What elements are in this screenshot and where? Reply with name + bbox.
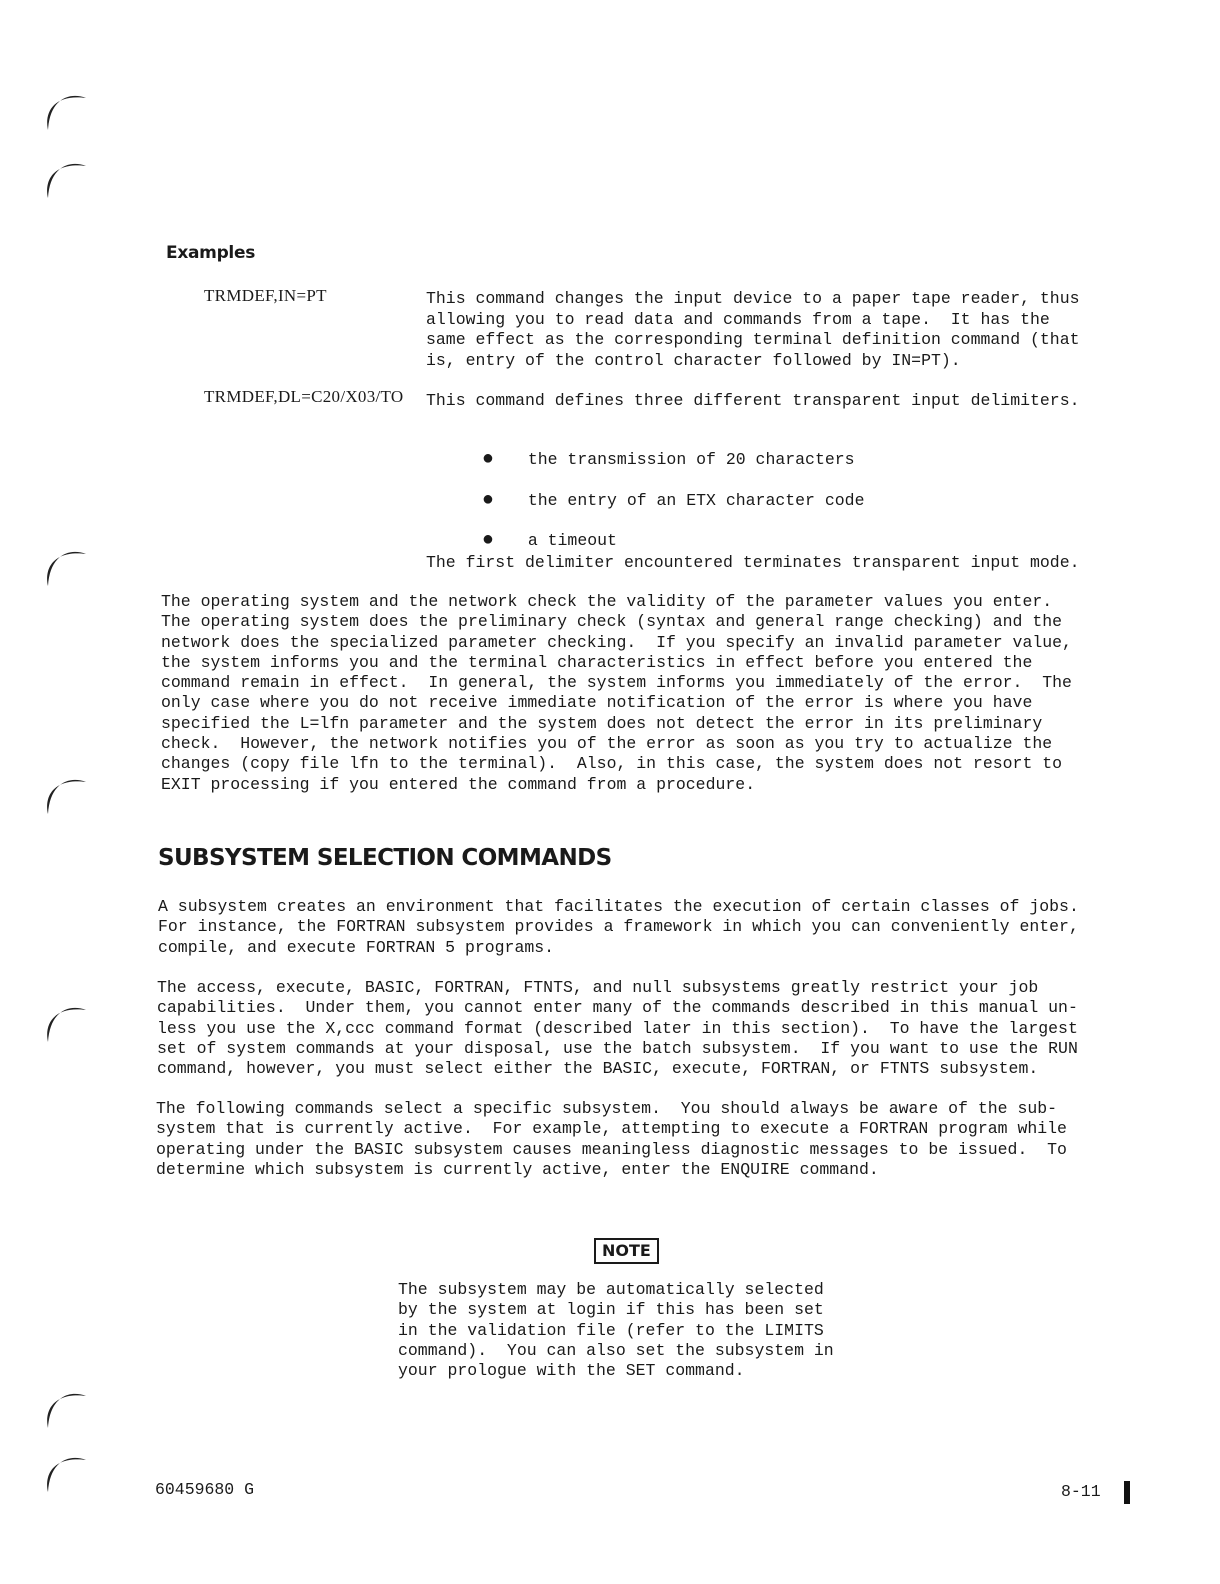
section-paragraph: The following commands select a specific subsystem. You should always be aware of the sub- system that is currently active. For example, attempting to execute a FORTRAN program while operating under the BASIC subsystem causes meaningless diagnostic messages to be issued. To determine which subsystem is currently active, enter the ENQUIRE command. <box>156 1099 1067 1179</box>
binder-hole-mark <box>40 1382 90 1432</box>
binder-hole-mark <box>40 996 90 1046</box>
bullet-item <box>462 472 864 510</box>
binder-hole-mark <box>40 152 90 202</box>
bullet-item <box>462 512 617 550</box>
bullet-icon: ● <box>481 529 494 552</box>
binder-hole-mark <box>40 84 90 134</box>
example-command: TRMDEF,IN=PT <box>204 286 327 305</box>
example-command: TRMDEF,DL=C20/X03/TO <box>204 387 404 406</box>
binder-hole-mark <box>40 1446 90 1496</box>
example-description: This command defines three different transparent input delimiters. <box>426 391 1080 410</box>
note-label: NOTE <box>594 1238 659 1264</box>
example-description: This command changes the input device to a paper tape reader, thus allowing you to read data and commands from a tape. It has the same effect as the corresponding terminal definition command (that is, entry of the control character followed by IN=PT). <box>426 289 1080 370</box>
validity-paragraph: The operating system and the network check the validity of the parameter values you enter. The operating system does the preliminary check (syntax and general range checking) and the network does the specialized parameter checking. If you specify an invalid parameter value, the system informs you and the terminal characteristics in effect before you entered the command remain in effect. In general, the system informs you immediately of the error. The only case where you do not receive immediate notification of the error is where you have specified the L=lfn parameter and the system does not detect the error in its preliminary check. However, the network notifies you of the error as soon as you try to actualize the changes (copy file lfn to the terminal). Also, in this case, the system does not resort to EXIT processing if you entered the command from a procedure. <box>161 592 1072 794</box>
binder-hole-mark <box>40 540 90 590</box>
bullet-text: a timeout <box>527 531 617 550</box>
bullet-icon: ● <box>481 448 494 471</box>
example-closing-text: The first delimiter encountered terminates transparent input mode. <box>426 553 1080 572</box>
document-number: 60459680 G <box>155 1480 255 1499</box>
section-heading: SUBSYSTEM SELECTION COMMANDS <box>158 845 612 871</box>
page-number: 8-11 <box>1061 1482 1101 1501</box>
bullet-text: the transmission of 20 characters <box>527 450 855 469</box>
bullet-item <box>462 431 855 469</box>
examples-heading: Examples <box>166 243 256 263</box>
section-paragraph: A subsystem creates an environment that facilitates the execution of certain classes of jobs. For instance, the FORTRAN subsystem provides a framework in which you can conveniently enter, compile, and execute FORTRAN 5 programs. <box>158 897 1079 957</box>
change-bar <box>1124 1481 1130 1504</box>
section-paragraph: The access, execute, BASIC, FORTRAN, FTNTS, and null subsystems greatly restrict your job capabilities. Under them, you cannot enter many of the commands described in this manual un- less you use the X,ccc command format (described later in this section). To have the largest set of system commands at your disposal, use the batch subsystem. If you want to use the RUN command, however, you must select either the BASIC, execute, FORTRAN, or FTNTS subsystem. <box>157 978 1078 1079</box>
bullet-icon: ● <box>481 489 494 512</box>
bullet-text: the entry of an ETX character code <box>527 491 865 510</box>
note-text: The subsystem may be automatically selected by the system at login if this has been set in the validation file (refer to the LIMITS command). You can also set the subsystem in your prologue with the SET command. <box>398 1280 834 1381</box>
binder-hole-mark <box>40 768 90 818</box>
